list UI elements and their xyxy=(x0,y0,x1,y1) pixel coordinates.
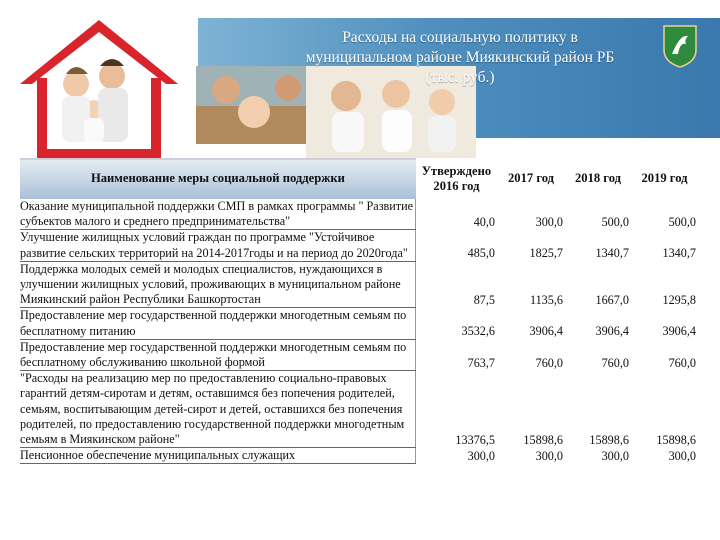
cell-2017: 300,0 xyxy=(535,214,564,229)
row-name: Предоставление мер государственной поддержки многодетным семьям по бесплатному питанию xyxy=(20,308,416,339)
cell-2018: 3906,4 xyxy=(595,324,629,339)
row-name: Оказание муниципальной поддержки СМП в рамках программы " Развитие субъектов малого и среднего предпринимательства" xyxy=(20,199,416,230)
row-name: Пенсионное обеспечение муниципальных служащих xyxy=(20,448,416,464)
table-header-row xyxy=(20,159,698,200)
social-expenses-table xyxy=(20,158,698,464)
page-title xyxy=(250,28,670,88)
cell-2019: 500,0 xyxy=(668,214,696,229)
table-row xyxy=(20,308,698,339)
cell-approved: 3532,6 xyxy=(416,308,497,339)
table-row xyxy=(20,230,698,261)
cell-2017: 3906,4 xyxy=(529,324,564,339)
cell-2018: 1667,0 xyxy=(595,292,629,307)
row-name: Поддержка молодых семей и молодых специалистов, нуждающихся в улучшении жилищных условий, проживающих в муниципальном районе Миякинский район Республики Башкортостан xyxy=(20,261,416,308)
house-family-icon xyxy=(14,14,184,164)
cell-2018: 300,0 xyxy=(601,448,629,463)
cell-2018: 500,0 xyxy=(601,214,629,229)
title-line-3: (тыс. руб.) xyxy=(425,69,495,86)
table-row xyxy=(20,371,698,448)
cell-approved: 40,0 xyxy=(416,199,497,230)
table-row xyxy=(20,261,698,308)
header-2017: 2017 год xyxy=(507,171,555,186)
cell-approved: 763,7 xyxy=(416,339,497,370)
cell-approved: 485,0 xyxy=(416,230,497,261)
cell-approved: 87,5 xyxy=(416,261,497,308)
cell-2017: 1825,7 xyxy=(529,246,564,261)
cell-2018: 760,0 xyxy=(601,355,629,370)
table-row xyxy=(20,339,698,370)
table-row xyxy=(20,448,698,464)
row-name: Улучшение жилищных условий граждан по программе "Устойчивое развитие сельских территорий на 2014-2017годы и на период до 2020года" xyxy=(20,230,416,261)
row-name: "Расходы на реализацию мер по предоставлению социально-правовых гарантий детям-сиротам и детям, оставшимся без попечения родителей, семьям, воспитывающим детей-сирот и детей, оставшихся без попечения родителей, по предоставлению государственной поддержки многодетным семьям в Миякинском районе" xyxy=(20,371,416,448)
row-name: Предоставление мер государственной поддержки многодетным семьям по бесплатному обслуживанию школьной формой xyxy=(20,339,416,370)
cell-2019: 1340,7 xyxy=(662,246,696,261)
header-2018: 2018 год xyxy=(574,171,622,186)
header-2019: 2019 год xyxy=(641,171,688,186)
cell-approved: 300,0 xyxy=(416,448,497,464)
cell-2017: 1135,6 xyxy=(529,292,564,307)
header-approved-2016: Утверждено 2016 год xyxy=(421,163,492,193)
header-name: Наименование меры социальной поддержки xyxy=(20,159,416,200)
cell-2019: 760,0 xyxy=(668,355,696,370)
cell-2017: 15898,6 xyxy=(523,432,564,447)
cell-2017: 760,0 xyxy=(535,355,564,370)
cell-2018: 1340,7 xyxy=(595,246,629,261)
cell-2019: 3906,4 xyxy=(662,324,696,339)
cell-approved: 13376,5 xyxy=(416,371,497,448)
cell-2018: 15898,6 xyxy=(589,432,629,447)
title-line-1: Расходы на социальную политику в xyxy=(342,29,578,46)
table-row xyxy=(20,199,698,230)
title-line-2: муниципальном районе Миякинский район РБ xyxy=(305,49,615,66)
cell-2019: 15898,6 xyxy=(656,432,696,447)
cell-2019: 1295,8 xyxy=(662,292,696,307)
cell-2017: 300,0 xyxy=(535,448,564,463)
cell-2019: 300,0 xyxy=(668,448,696,463)
